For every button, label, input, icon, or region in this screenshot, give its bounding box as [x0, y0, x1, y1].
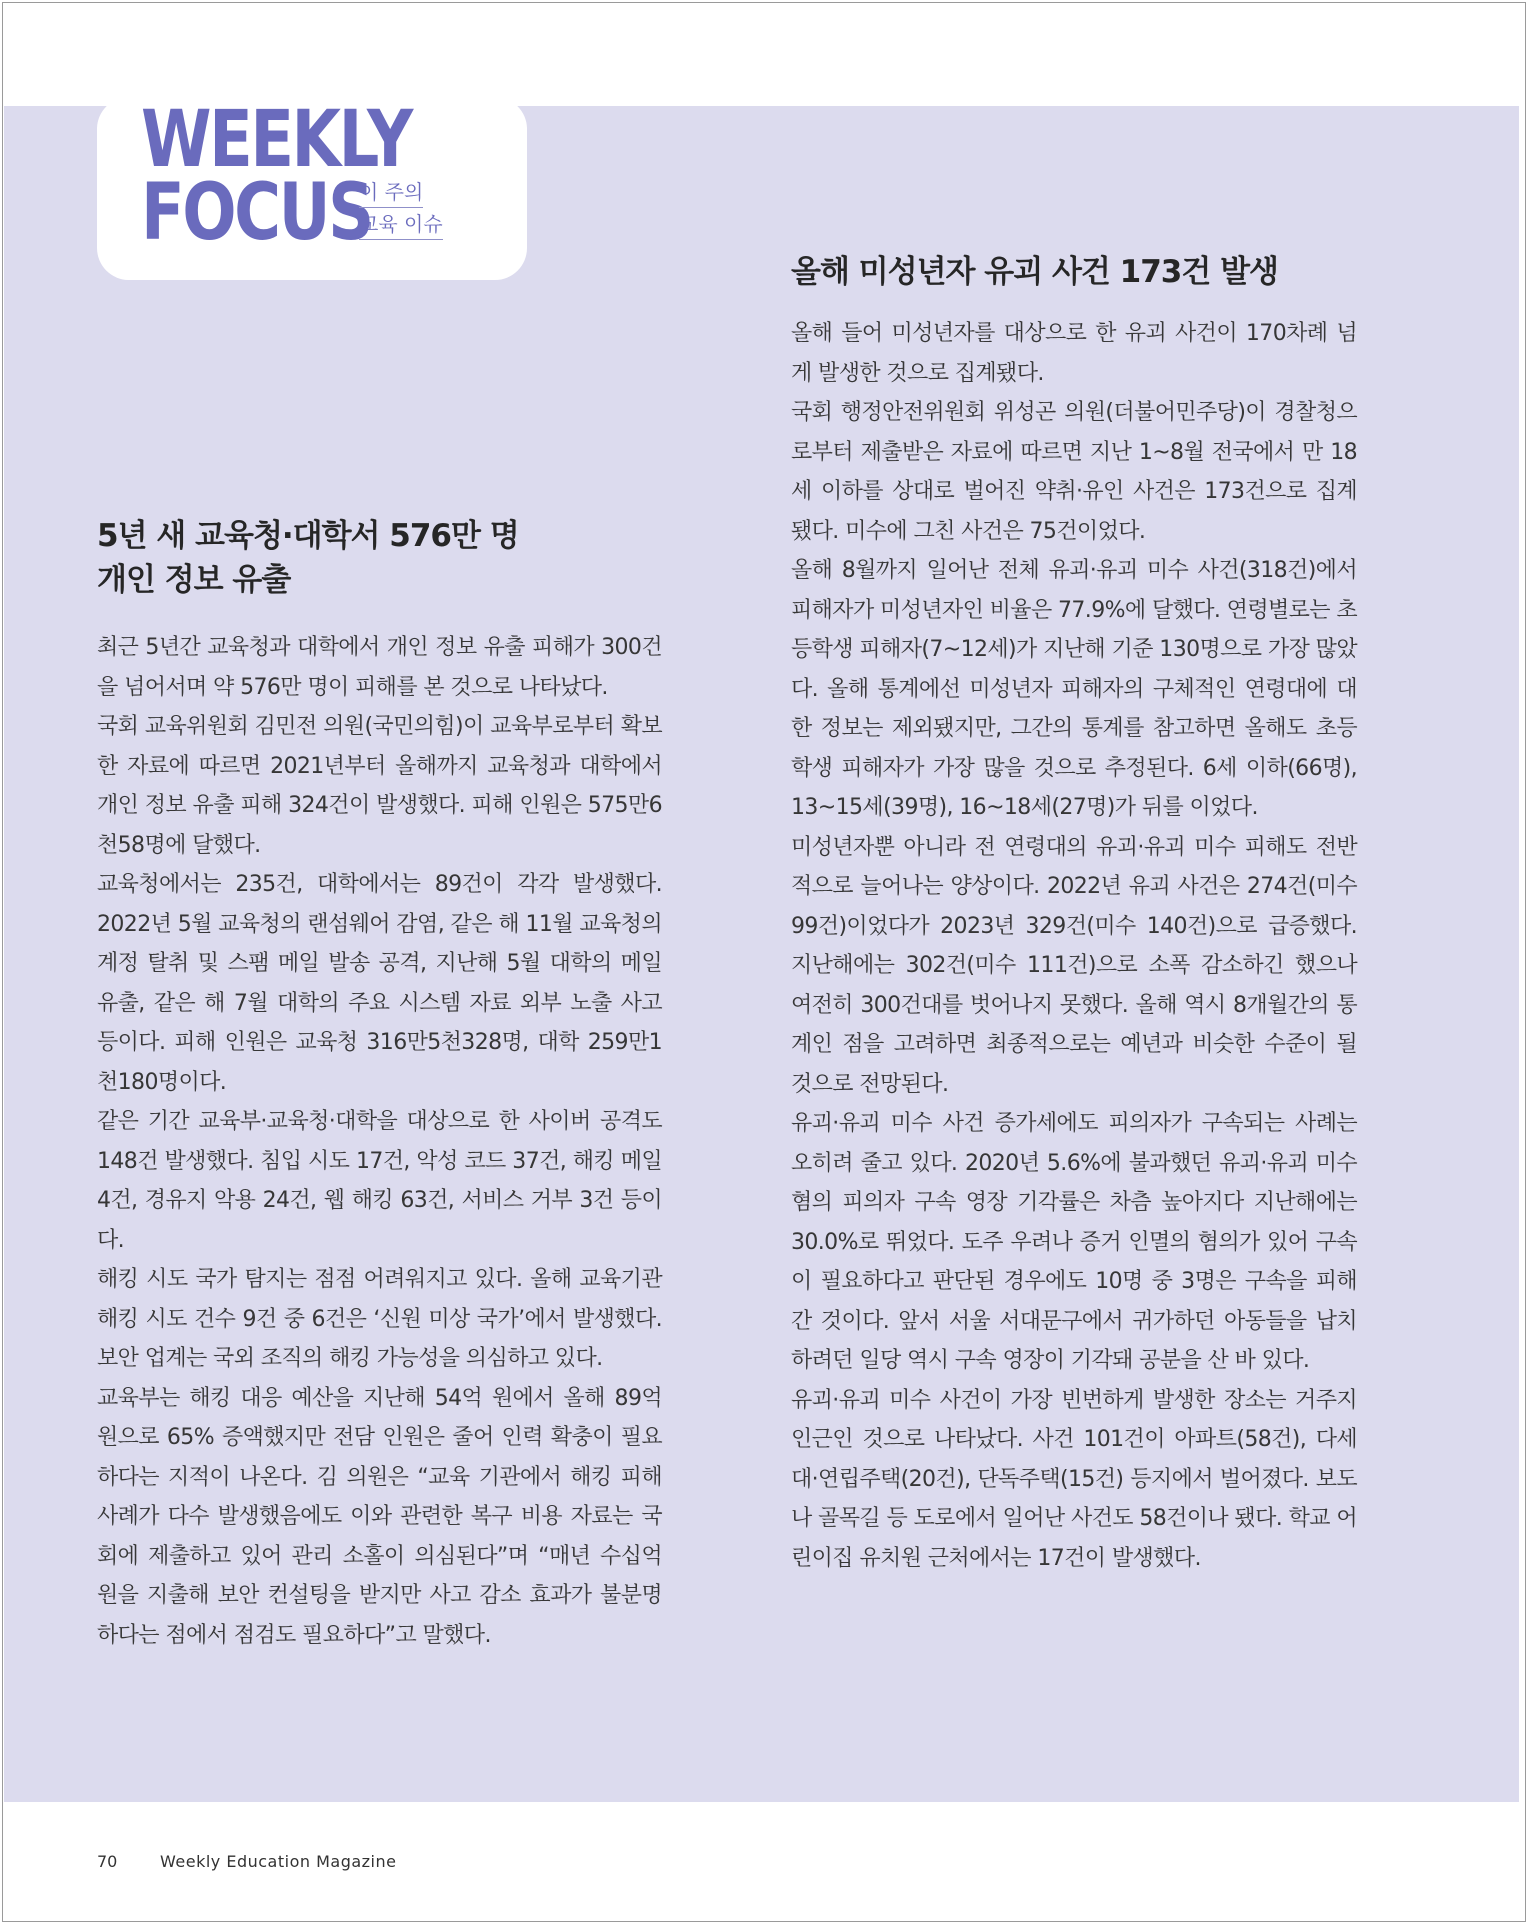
left-paragraph-3: 교육청에서는 235건, 대학에서는 89건이 각각 발생했다. 2022년 5월 교육청의 랜섬웨어 감염, 같은 해 11월 교육청의 계정 탈취 및 스팸 메일 발송 공격, 지난해 5월 대학의 메일 유출, 같은 해 7월 대학의 주요 시스템 자료 외부 노출 사고 등이다. 피해 인원은 교육청 316만5천328명, 대학 259만1천180명이다.	[97, 872, 662, 1095]
brand-weekly: WEEKLY	[141, 95, 411, 185]
right-paragraph-2: 국회 행정안전위원회 위성곤 의원(더불어민주당)이 경찰청으로부터 제출받은 자료에 따르면 지난 1~8월 전국에서 만 18세 이하를 상대로 벌어진 약취·유인 사건은 173건으로 집계됐다. 미수에 그친 사건은 75건이었다.	[791, 400, 1357, 544]
left-article	[97, 514, 662, 1655]
right-paragraph-3: 올해 8월까지 일어난 전체 유괴·유괴 미수 사건(318건)에서 피해자가 미성년자인 비율은 77.9%에 달했다. 연령별로는 초등학생 피해자(7~12세)가 지난해 기준 130명으로 가장 많았다. 올해 통계에선 미성년자 피해자의 구체적인 연령대에 대한 정보는 제외됐지만, 그간의 통계를 참고하면 올해도 초등학생 피해자가 가장 많을 것으로 추정된다. 6세 이하(66명), 13~15세(39명), 16~18세(27명)가 뒤를 이었다.	[791, 558, 1357, 820]
right-article-title: 올해 미성년자 유괴 사건 173건 발생	[791, 254, 1278, 290]
left-paragraph-5: 해킹 시도 국가 탐지는 점점 어려워지고 있다. 올해 교육기관 해킹 시도 건수 9건 중 6건은 ‘신원 미상 국가’에서 발생했다. 보안 업계는 국외 조직의 해킹 가능성을 의심하고 있다.	[97, 1267, 662, 1371]
left-paragraph-2: 국회 교육위원회 김민전 의원(국민의힘)이 교육부로부터 확보한 자료에 따르면 2021년부터 올해까지 교육청과 대학에서 개인 정보 유출 피해 324건이 발생했다. 피해 인원은 575만6천58명에 달했다.	[97, 714, 662, 858]
left-title-line-1: 5년 새 교육청·대학서 576만 명	[97, 518, 519, 554]
right-paragraph-5: 유괴·유괴 미수 사건 증가세에도 피의자가 구속되는 사례는 오히려 줄고 있다. 2020년 5.6%에 불과했던 유괴·유괴 미수 혐의 피의자 구속 영장 기각률은 차츰 높아지다 지난해에는 30.0%로 뛰었다. 도주 우려나 증거 인멸의 혐의가 있어 구속이 필요하다고 판단된 경우에도 10명 중 3명은 구속을 피해간 것이다. 앞서 서울 서대문구에서 귀가하던 아동들을 납치하려던 일당 역시 구속 영장이 기각돼 공분을 산 바 있다.	[791, 1111, 1357, 1373]
right-paragraph-6: 유괴·유괴 미수 사건이 가장 빈번하게 발생한 장소는 거주지 인근인 것으로 나타났다. 사건 101건이 아파트(58건), 다세대·연립주택(20건), 단독주택(15건) 등지에서 벌어졌다. 보도나 골목길 등 도로에서 일어난 사건도 58건이나 됐다. 학교 어린이집 유치원 근처에서는 17건이 발생했다.	[791, 1387, 1357, 1571]
brand-subtitle-1: 이 주의	[359, 178, 423, 208]
page-number: 70	[97, 1852, 118, 1871]
left-paragraph-1: 최근 5년간 교육청과 대학에서 개인 정보 유출 피해가 300건을 넘어서며 약 576만 명이 피해를 본 것으로 나타났다.	[97, 635, 662, 700]
right-article	[791, 250, 1357, 1578]
left-paragraph-6: 교육부는 해킹 대응 예산을 지난해 54억 원에서 올해 89억 원으로 65% 증액했지만 전담 인원은 줄어 인력 확충이 필요하다는 지적이 나온다. 김 의원은 “교육 기관에서 해킹 피해 사례가 다수 발생했음에도 이와 관련한 복구 비용 자료는 국회에 제출하고 있어 관리 소홀이 의심된다”며 “매년 수십억 원을 지출해 보안 컨설팅을 받지만 사고 감소 효과가 불분명하다는 점에서 점검도 필요하다”고 말했다.	[97, 1385, 662, 1648]
right-paragraph-4: 미성년자뿐 아니라 전 연령대의 유괴·유괴 미수 피해도 전반적으로 늘어나는 양상이다. 2022년 유괴 사건은 274건(미수 99건)이었다가 2023년 329건(미수 140건)으로 급증했다. 지난해에는 302건(미수 111건)으로 소폭 감소하긴 했으나 여전히 300건대를 벗어나지 못했다. 올해 역시 8개월간의 통계인 점을 고려하면 최종적으로는 예년과 비슷한 수준이 될 것으로 전망된다.	[791, 834, 1357, 1097]
left-paragraph-4: 같은 기간 교육부·교육청·대학을 대상으로 한 사이버 공격도 148건 발생했다. 침입 시도 17건, 악성 코드 37건, 해킹 메일 4건, 경유지 악용 24건, 웹 해킹 63건, 서비스 거부 3건 등이다.	[97, 1109, 662, 1253]
left-article-title	[97, 514, 662, 602]
publication-name: Weekly Education Magazine	[160, 1852, 397, 1871]
right-paragraph-1: 올해 들어 미성년자를 대상으로 한 유괴 사건이 170차례 넘게 발생한 것으로 집계됐다.	[791, 321, 1357, 386]
brand-subtitle-2: 교육 이슈	[359, 210, 443, 240]
left-title-line-2: 개인 정보 유출	[97, 562, 291, 598]
brand-focus: FOCUS	[141, 168, 372, 258]
